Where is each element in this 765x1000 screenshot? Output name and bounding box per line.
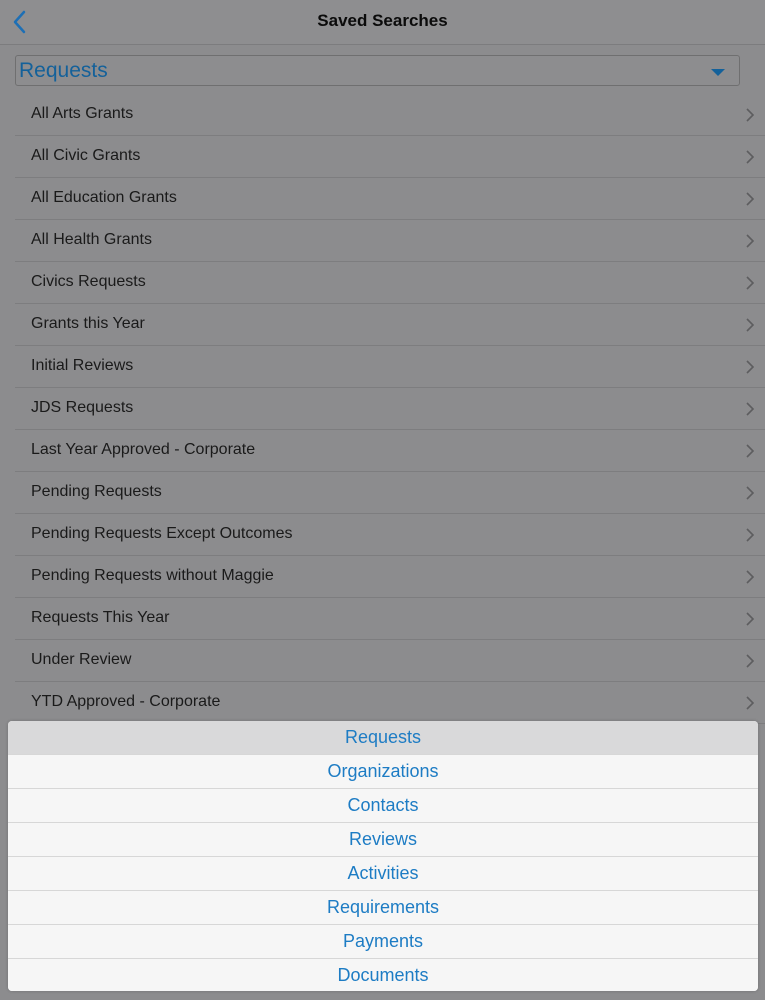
saved-search-row[interactable] xyxy=(15,598,765,640)
chevron-right-icon xyxy=(745,360,755,374)
chevron-right-icon xyxy=(745,570,755,584)
saved-search-row[interactable] xyxy=(15,388,765,430)
chevron-right-icon xyxy=(745,528,755,542)
search-type-dropdown[interactable] xyxy=(15,55,740,86)
chevron-right-icon xyxy=(745,150,755,164)
picker-option[interactable]: Contacts xyxy=(8,789,758,823)
saved-search-label: Requests This Year xyxy=(31,609,170,626)
picker-option[interactable]: Activities xyxy=(8,857,758,891)
saved-search-row[interactable] xyxy=(15,136,765,178)
saved-search-label: Civics Requests xyxy=(31,273,146,290)
chevron-right-icon xyxy=(745,108,755,122)
saved-search-row[interactable] xyxy=(15,430,765,472)
chevron-right-icon xyxy=(745,192,755,206)
search-type-picker[interactable] xyxy=(8,721,758,991)
chevron-right-icon xyxy=(745,234,755,248)
saved-search-label: Pending Requests without Maggie xyxy=(31,567,274,584)
chevron-right-icon xyxy=(745,318,755,332)
saved-search-row[interactable] xyxy=(15,220,765,262)
saved-searches-list xyxy=(0,94,765,724)
picker-option[interactable]: Reviews xyxy=(8,823,758,857)
saved-search-row[interactable] xyxy=(15,556,765,598)
saved-search-label: Pending Requests xyxy=(31,483,162,500)
saved-search-row[interactable] xyxy=(15,682,765,724)
saved-search-label: Under Review xyxy=(31,651,132,668)
saved-search-label: Last Year Approved - Corporate xyxy=(31,441,256,458)
dropdown-value: Requests xyxy=(19,59,108,82)
picker-option[interactable]: Organizations xyxy=(8,755,758,789)
saved-search-row[interactable] xyxy=(15,262,765,304)
chevron-right-icon xyxy=(745,654,755,668)
picker-option[interactable]: Documents xyxy=(8,959,758,991)
picker-option[interactable]: Requests xyxy=(8,721,758,755)
saved-search-row[interactable] xyxy=(15,304,765,346)
chevron-right-icon xyxy=(745,402,755,416)
saved-search-label: Pending Requests Except Outcomes xyxy=(31,525,293,542)
caret-down-icon xyxy=(711,69,725,76)
saved-search-row[interactable] xyxy=(15,346,765,388)
saved-search-label: JDS Requests xyxy=(31,399,134,416)
saved-search-row[interactable] xyxy=(15,640,765,682)
saved-search-label: Grants this Year xyxy=(31,315,145,332)
saved-search-label: All Education Grants xyxy=(31,189,177,206)
saved-search-row[interactable] xyxy=(15,94,765,136)
chevron-right-icon xyxy=(745,444,755,458)
saved-search-label: YTD Approved - Corporate xyxy=(31,693,221,710)
chevron-right-icon xyxy=(745,276,755,290)
saved-search-label: All Health Grants xyxy=(31,231,152,248)
picker-option[interactable]: Requirements xyxy=(8,891,758,925)
nav-bar xyxy=(0,0,765,45)
saved-search-row[interactable] xyxy=(15,514,765,556)
saved-search-row[interactable] xyxy=(15,178,765,220)
chevron-right-icon xyxy=(745,486,755,500)
saved-search-label: All Civic Grants xyxy=(31,147,141,164)
saved-search-label: Initial Reviews xyxy=(31,357,134,374)
saved-search-row[interactable] xyxy=(15,472,765,514)
picker-option[interactable]: Payments xyxy=(8,925,758,959)
chevron-right-icon xyxy=(745,696,755,710)
page-title: Saved Searches xyxy=(317,11,448,30)
saved-search-label: All Arts Grants xyxy=(31,105,134,122)
chevron-right-icon xyxy=(745,612,755,626)
